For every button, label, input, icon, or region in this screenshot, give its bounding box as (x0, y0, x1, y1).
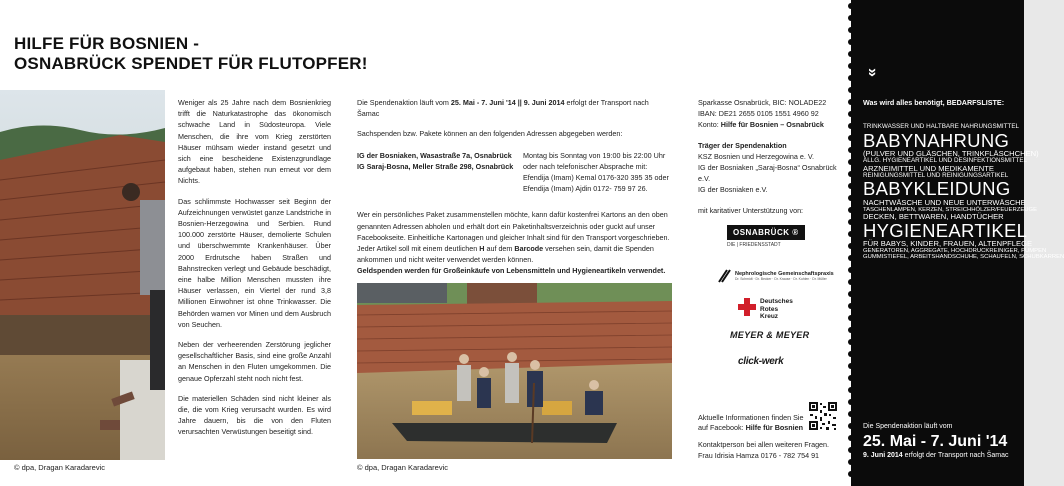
needs-panel (851, 0, 1064, 486)
action-label: Die Spendenaktion läuft vom (863, 423, 953, 430)
address-2: IG Saraj-Bosna, Meller Straße 298, Osnabrück (357, 161, 514, 171)
bank-details: Sparkasse Osnabrück, BIC: NOLADE22 IBAN: DE21 2655 0105 1551 4960 92 Konto: Hilfe für Bosnien – Osnabrück (698, 98, 827, 130)
needs-item: HYGIENEARTIKEL (863, 219, 1028, 241)
needs-item: BABYKLEIDUNG (863, 178, 1011, 200)
needs-item: FÜR BABYS, KINDER, FRAUEN, ALTENPFLEGE (863, 239, 1033, 249)
needs-item: NACHTWÄSCHE UND NEUE UNTERWÄSCHE (863, 197, 1026, 207)
logo-meyer-meyer: MEYER & MEYER (730, 330, 810, 340)
headline (14, 34, 368, 74)
osnabrueck-logo-box: OSNABRÜCK ® (727, 225, 805, 240)
photo-center-caption: © dpa, Dragan Karadarevic (357, 463, 448, 472)
needs-item: BABYNAHRUNG (863, 129, 1010, 151)
needs-item: TRINKWASSER UND HALTBARE NAHRUNGSMITTEL (863, 123, 1020, 130)
article-column-3 (698, 97, 838, 216)
headline-line2: OSNABRÜCK SPENDET FÜR FLUTOPFER! (14, 54, 368, 73)
organizers: Träger der Spendenaktion KSZ Bosnien und Herzegowina e. V. IG der Bosniaken „Saraj-Bosna“ Osnabrück e.V. IG der Bosniaken e.V. (698, 140, 837, 195)
money-donations: Geldspenden werden für Großeinkäufe von Lebensmitteln und Hygieneartikeln verwendet. (357, 266, 666, 276)
campaign-dates: Die Spendenaktion läuft vom 25. Mai - 7. Juni '14 || 9. Juni 2014 erfolgt der Transport nach Šamac (357, 98, 649, 119)
needs-item: TASCHENLAMPEN, KERZEN, STREICHHÖLZER/FEUERZEUGE (863, 206, 1038, 213)
flood-photo-center (357, 283, 672, 459)
support-label: mit karitativer Unterstützung von: (698, 205, 804, 215)
logo-drk: Deutsches Rotes Kreuz (738, 298, 793, 321)
paragraph-flood: Das schlimmste Hochwasser seit Beginn der Aufzeichnungen verwüstet ganze Landstriche in Bosnien-Herzegowina und Serbien. Rund 100.000 zerstörte Häuser, demolierte Schulen und überschwemmte Krankenhäuser. Über 2000 Erdrutsche haben Straßen und Bahnstrecken verlegt und Gebäude beschädigt, eine halbe Million Menschen mussten ihre Häuser verlassen, ein Viertel der rund 3,8 Millionen Einwohner ist ohne Trinkwasser. Die Behörden warnen vor Minen und dem Ausbruch von Seuchen. (178, 196, 331, 329)
article-column-1 (178, 97, 331, 447)
facebook-info: Aktuelle Informationen finden Sie auf Facebook: Hilfe für Bosnien (698, 413, 804, 432)
flood-photo-left (0, 90, 165, 460)
drop-off-info: Sachspenden bzw. Pakete können an den folgenden Adressen abgegeben werden: (357, 129, 623, 139)
logo-nephrologie: Nephrologische Gemeinschaftspraxis Dr. Schmidt · Dr. Becker · Dr. Krause · Dr. Kuhlen · Dr. Müller (717, 268, 834, 284)
logo-osnabrueck: OSNABRÜCK ® DIE | FRIEDENSSTADT (727, 225, 805, 248)
needs-title: Was wird alles benötigt, BEDARFSLISTE: (863, 98, 1005, 107)
drop-off-details (357, 150, 673, 195)
photo-left-caption: © dpa, Dragan Karadarevic (14, 463, 105, 472)
paragraph-victims: Neben der verheerenden Zerstörung jeglicher gesellschaftlicher Basis, sind eine große Anzahl an Menschen in den Fluten umgekommen. Die genaue Opferzahl steht noch nicht fest. (178, 340, 331, 383)
article-column-2 (357, 97, 673, 286)
needs-item: (PULVER UND GLÄSCHEN, TRINKFLÄSCHCHEN) (863, 149, 1039, 159)
logo-click-werk: click-werk (738, 356, 784, 367)
transport-info: 9. Juni 2014 erfolgt der Transport nach Šamac (863, 452, 1009, 459)
qr-code (808, 401, 838, 431)
nephrologie-mark-icon (717, 268, 731, 284)
package-info: Wer ein persönliches Paket zusammenstellen möchte, kann dafür kostenfrei Kartons an den oben genannten Adressen abholen und erhält dort ein Paketinhaltsverzeichnis oder guckt auf unser Facebookseite. Einheitliche Kartonagen und gleicher Inhalt sind für den Transport vorgeschrieben. Jeder Artikel soll mit einem deutlichen H auf dem Barcode versehen sein, damit die Spenden ankommen und nicht weiter verwendet werden können. (357, 210, 670, 265)
paragraph-damage: Die materiellen Schäden sind nicht kleiner als die, die vom Krieg verursacht wurden. Es wird Jahre dauern, bis die von den Fluten verursachten Verwüstungen beseitigt sind. (178, 393, 331, 437)
needs-item: REINIGUNGSMITTEL UND REINIGUNGSARTIKEL (863, 171, 1009, 179)
needs-item: ARZNEIMITTEL UND MEDIKAMENTE (863, 163, 994, 173)
contact-info: Kontaktperson bei allen weiteren Fragen. Frau Idrisia Hamza 0176 - 782 754 91 (698, 440, 830, 460)
action-dates: 25. Mai - 7. Juni '14 (863, 433, 1008, 450)
red-cross-icon (738, 298, 756, 316)
needs-item: ALLG. HYGIENEARTIKEL UND DESINFEKTIONSMITTEL (863, 157, 1028, 164)
opening-hours: Montag bis Sonntag von 19:00 bis 22:00 Uhr oder nach telefonischer Absprache mit: Efendija (Imam) Kemal 0176-320 395 35 oder Efendija (Imam) Ajdin 0172- 759 97 26. (523, 150, 669, 194)
needs-list (863, 123, 1064, 261)
needs-item: GUMMISTIEFEL, ARBEITSHANDSCHUHE, SCHAUFELN, SCHUBKARREN (863, 254, 1064, 261)
needs-item: DECKEN, BETTWAREN, HANDTÜCHER (863, 211, 1004, 221)
chevron-down-icon: » (864, 68, 881, 74)
address-1: IG der Bosniaken, Wasastraße 7a, Osnabrück (357, 150, 512, 160)
needs-item: GENERATOREN, AGGREGATE, HOCHDRUCKREINIGER, PUMPEN (863, 248, 1047, 255)
headline-line1: HILFE FÜR BOSNIEN - (14, 34, 200, 53)
paragraph-intro: Weniger als 25 Jahre nach dem Bosnienkrieg trifft die Naturkatastrophe das ökonomisch schwache Land in Südosteuropa. Viele Menschen, die ihre vom Krieg zerstörten Häuser mühsam wieder instand gesetzt und sich eine bescheidene Existenzgrundlage aufgebaut haben, stehen nun erneut vor dem Nichts. (178, 98, 331, 186)
